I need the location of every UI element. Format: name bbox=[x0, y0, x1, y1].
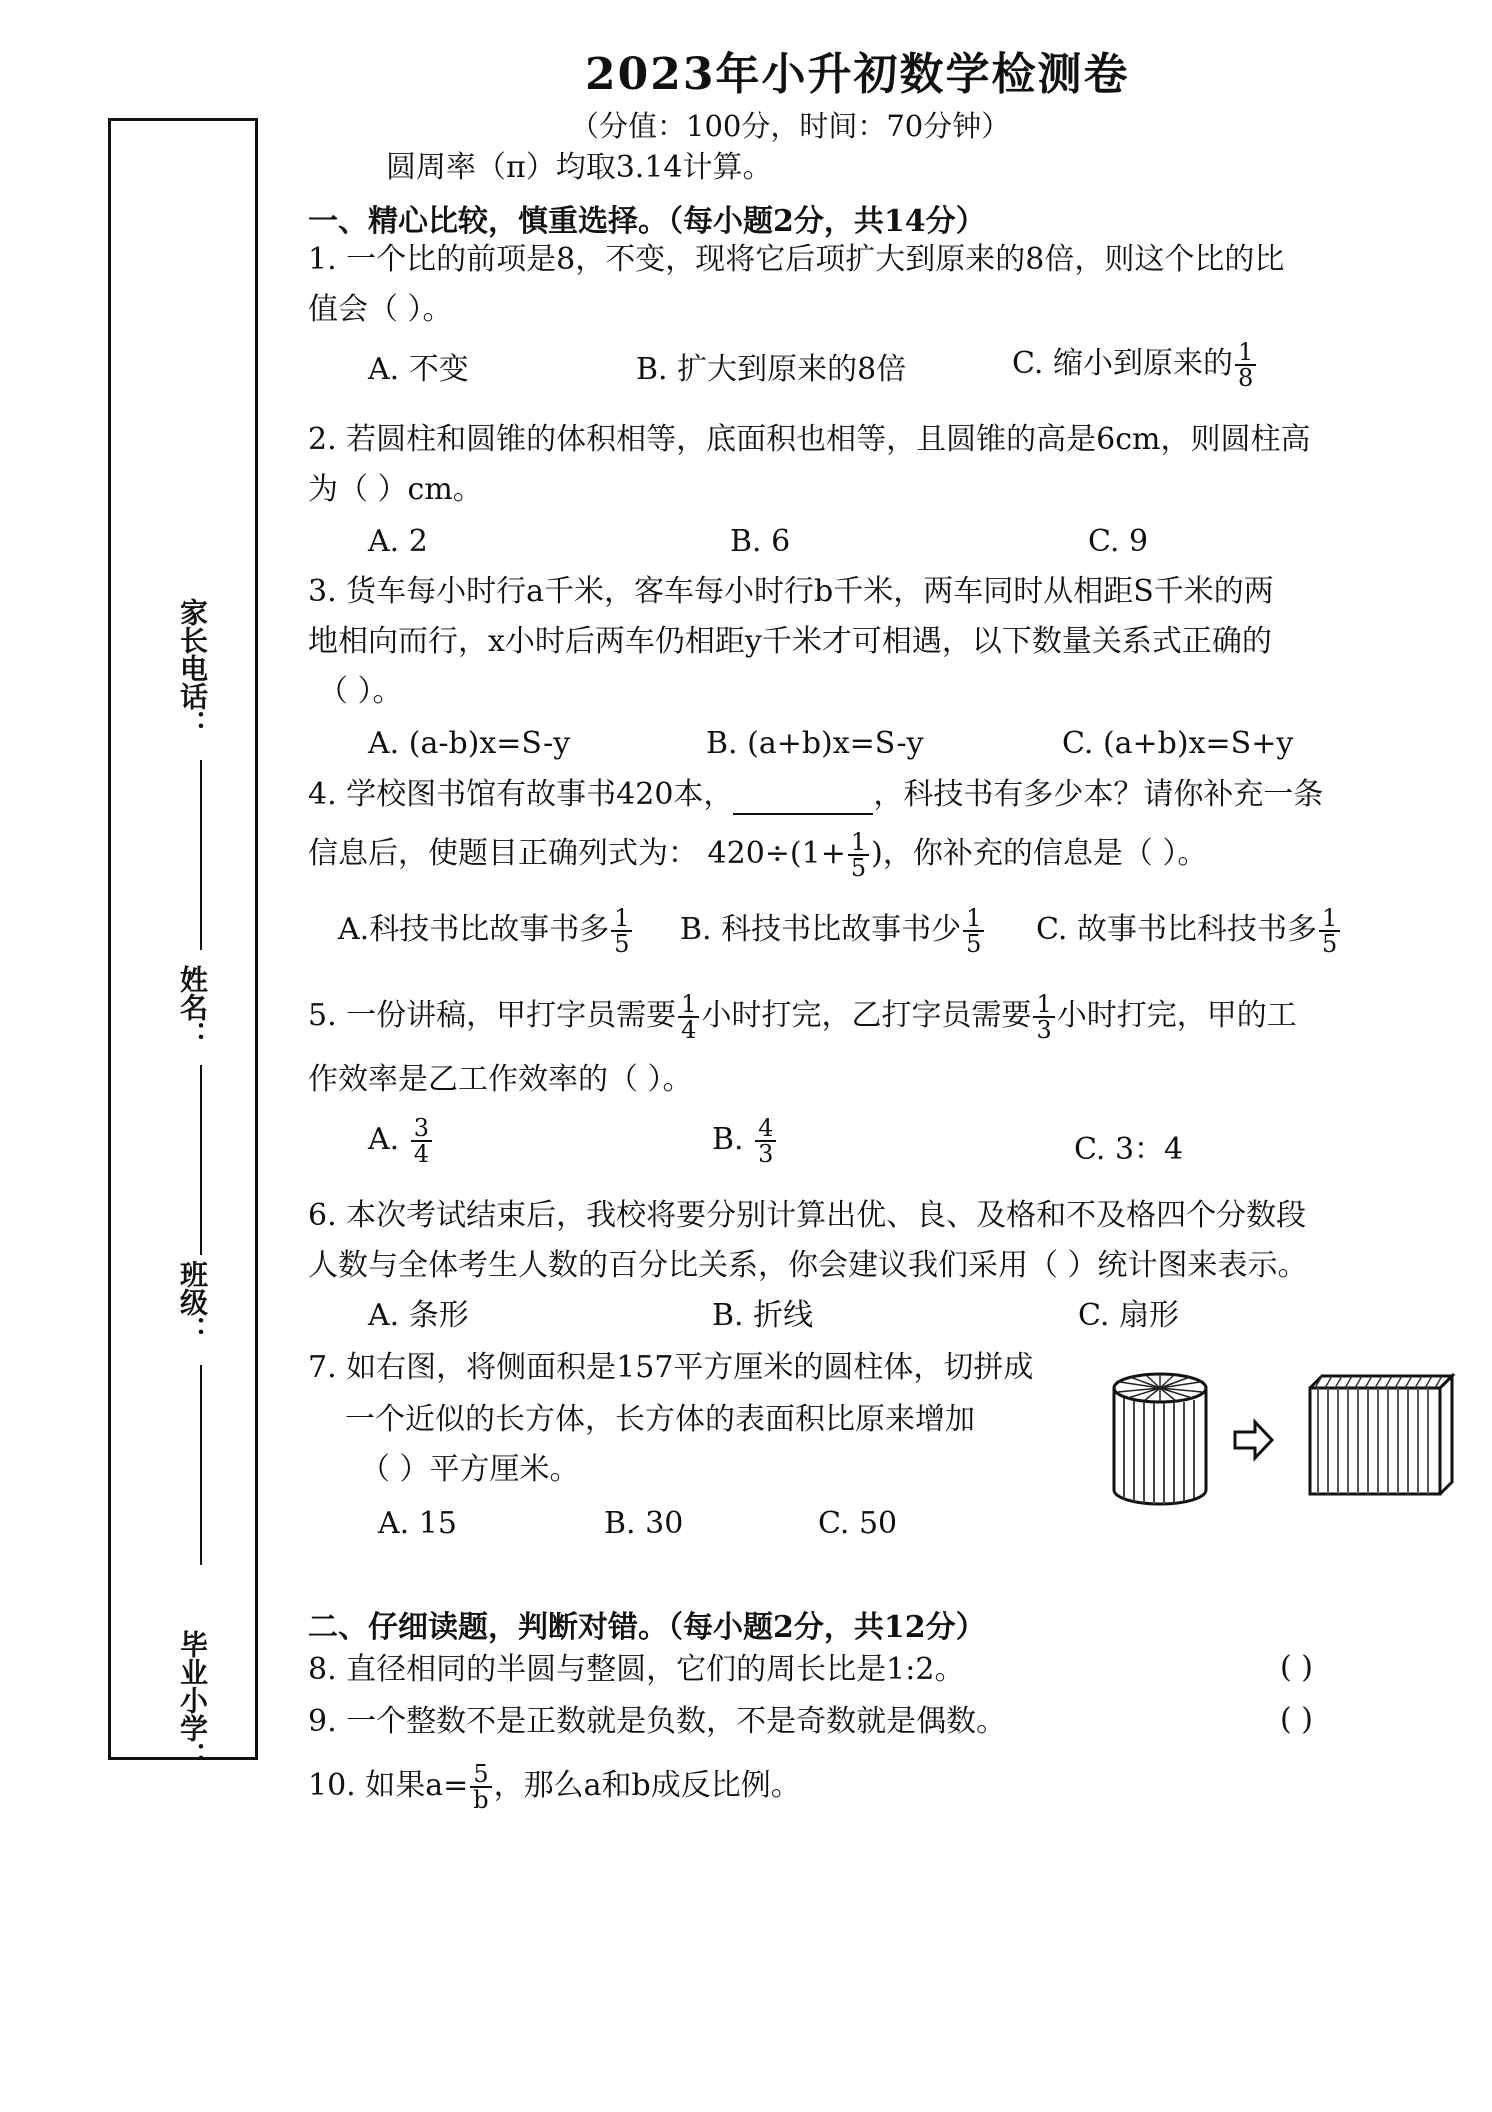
q7-option-c: C. 50 bbox=[818, 1506, 898, 1541]
q7-line2: 一个近似的长方体，长方体的表面积比原来增加 bbox=[345, 1402, 975, 1437]
q6-option-c: C. 扇形 bbox=[1078, 1298, 1179, 1333]
q3-line3: （ ）。 bbox=[318, 674, 403, 709]
q4-blank bbox=[733, 785, 873, 815]
school-label: 毕业小学： bbox=[176, 1630, 209, 1770]
q4-option-a-fraction: $\frac{1}{5}$ bbox=[611, 906, 632, 956]
q5-option-b-fraction: $\frac{4}{3}$ bbox=[755, 1116, 776, 1166]
q3-option-b: B. (a+b)x=S-y bbox=[706, 726, 924, 761]
section2-heading: 二、仔细读题，判断对错。（每小题2分，共12分） bbox=[308, 1610, 986, 1645]
q5-option-c: C. 3：4 bbox=[1074, 1132, 1184, 1167]
q1-option-a: A. 不变 bbox=[368, 352, 469, 387]
page-title: 2023年小升初数学检测卷 bbox=[585, 49, 1130, 100]
q5-line1: 5. 一份讲稿，甲打字员需要 $\frac{1}{4}$ 小时打完，乙打字员需要 $\frac{1}{3}$ 小时打完，甲的工 bbox=[308, 990, 1297, 1044]
q3-line1: 3. 货车每小时行a千米，客车每小时行b千米，两车同时从相距S千米的两 bbox=[308, 574, 1274, 609]
q1-line2: 值会（ ）。 bbox=[308, 292, 453, 327]
transform-arrow-icon bbox=[1235, 1422, 1272, 1458]
q7-option-b: B. 30 bbox=[604, 1506, 684, 1541]
pi-note: 圆周率（π）均取3.14计算。 bbox=[386, 150, 773, 185]
q5-fraction-1: $\frac{1}{4}$ bbox=[678, 992, 699, 1042]
q9-statement: 9. 一个整数不是正数就是负数，不是奇数就是偶数。 bbox=[308, 1704, 1007, 1739]
q2-option-b: B. 6 bbox=[730, 524, 791, 559]
q1-line1: 1. 一个比的前项是8，不变，现将它后项扩大到原来的8倍，则这个比的比 bbox=[308, 242, 1285, 277]
q5-option-b: B. $\frac{4}{3}$ bbox=[712, 1116, 778, 1166]
q3-option-c: C. (a+b)x=S+y bbox=[1062, 726, 1294, 761]
q5-fraction-2: $\frac{1}{3}$ bbox=[1033, 992, 1054, 1042]
cylinder-figure bbox=[1114, 1374, 1206, 1504]
q4-line1: 4. 学校图书馆有故事书420本， ，科技书有多少本？请你补充一条 bbox=[308, 775, 1323, 815]
q1-option-b: B. 扩大到原来的8倍 bbox=[636, 352, 907, 387]
q6-line1: 6. 本次考试结束后，我校将要分别计算出优、良、及格和不及格四个分数段 bbox=[308, 1198, 1307, 1233]
q2-line1: 2. 若圆柱和圆锥的体积相等，底面积也相等，且圆锥的高是6cm，则圆柱高 bbox=[308, 422, 1311, 457]
q7-figure bbox=[1110, 1370, 1480, 1520]
q6-line2: 人数与全体考生人数的百分比关系，你会建议我们采用（ ）统计图来表示。 bbox=[308, 1248, 1308, 1283]
q4-option-b-fraction: $\frac{1}{5}$ bbox=[963, 906, 984, 956]
q4-expression-fraction: $\frac{1}{5}$ bbox=[848, 830, 869, 880]
q8-answer-paren[interactable]: ( ) bbox=[1280, 1650, 1313, 1685]
q10-statement: 10. 如果a= $\frac{5}{b}$ ，那么a和b成反比例。 bbox=[308, 1760, 801, 1814]
q5-line2: 作效率是乙工作效率的（ ）。 bbox=[308, 1062, 693, 1097]
name-label: 姓名： bbox=[176, 965, 209, 1049]
q6-option-b: B. 折线 bbox=[712, 1298, 814, 1333]
q2-option-c: C. 9 bbox=[1088, 524, 1149, 559]
q6-option-a: A. 条形 bbox=[368, 1298, 469, 1333]
q4-option-a: A.科技书比故事书多 $\frac{1}{5}$ bbox=[338, 906, 634, 956]
name-line bbox=[200, 1065, 202, 1255]
q7-line3: （ ）平方厘米。 bbox=[360, 1452, 580, 1487]
class-label: 班级： bbox=[176, 1260, 209, 1344]
q4-option-b: B. 科技书比故事书少 $\frac{1}{5}$ bbox=[680, 906, 986, 956]
q3-option-a: A. (a-b)x=S-y bbox=[368, 726, 571, 761]
parent-phone-line bbox=[200, 760, 202, 950]
binder-box bbox=[108, 118, 258, 1760]
q1-option-c-fraction: $\frac{1}{8}$ bbox=[1235, 340, 1256, 390]
q8-statement: 8. 直径相同的半圆与整圆，它们的周长比是1:2。 bbox=[308, 1652, 965, 1687]
q10-fraction: $\frac{5}{b}$ bbox=[470, 1762, 491, 1812]
section1-heading: 一、精心比较，慎重选择。（每小题2分，共14分） bbox=[308, 204, 986, 239]
page-subtitle: （分值：100分，时间：70分钟） bbox=[570, 109, 1011, 143]
class-line bbox=[200, 1365, 202, 1565]
q4-option-c: C. 故事书比科技书多 $\frac{1}{5}$ bbox=[1036, 906, 1342, 956]
q9-answer-paren[interactable]: ( ) bbox=[1280, 1702, 1313, 1737]
q2-line2: 为（ ）cm。 bbox=[308, 472, 483, 507]
q3-line2: 地相向而行，x小时后两车仍相距y千米才可相遇，以下数量关系式正确的 bbox=[308, 624, 1272, 659]
cuboid-figure bbox=[1310, 1376, 1452, 1494]
q7-line1: 7. 如右图，将侧面积是157平方厘米的圆柱体，切拼成 bbox=[308, 1350, 1034, 1385]
q1-option-c: C. 缩小到原来的 $\frac{1}{8}$ bbox=[1012, 340, 1258, 390]
q4-option-c-fraction: $\frac{1}{5}$ bbox=[1319, 906, 1340, 956]
q2-option-a: A. 2 bbox=[368, 524, 428, 559]
q7-option-a: A. 15 bbox=[378, 1506, 457, 1541]
q5-option-a-fraction: $\frac{3}{4}$ bbox=[411, 1116, 432, 1166]
parent-phone-label: 家长电话： bbox=[176, 598, 209, 738]
q4-line2: 信息后，使题目正确列式为： 420÷(1+ $\frac{1}{5}$ )，你补充的信息是（ ）。 bbox=[308, 828, 1208, 882]
q5-option-a: A. $\frac{3}{4}$ bbox=[368, 1116, 434, 1166]
